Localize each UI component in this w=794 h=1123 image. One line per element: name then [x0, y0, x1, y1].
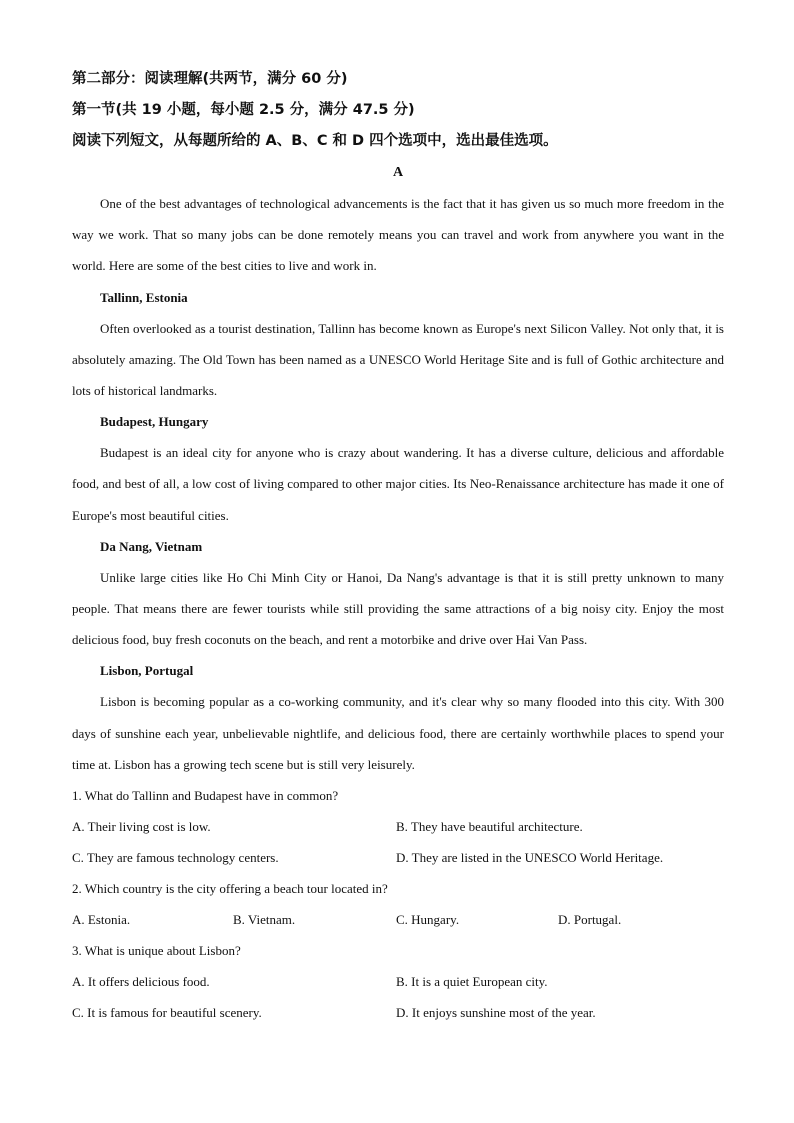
city-paragraph-tallinn: Often overlooked as a tourist destination, Tallinn has become known as Europe's next Silicon Valley. Not only that, it is absolutely amazing. The Old Town has been named as a UNESCO World Heritage Site and is full of Gothic architecture and lots of historical landmarks. [72, 320, 724, 399]
question-2-option-b: B. Vietnam. [233, 912, 296, 928]
question-3-option-c: C. It is famous for beautiful scenery. [72, 1005, 262, 1021]
exam-page [72, 64, 724, 1028]
question-1-stem: 1. What do Tallinn and Budapest have in common? [72, 788, 339, 804]
part-heading: 第二部分：阅读理解(共两节，满分 60 分) [72, 71, 348, 87]
city-heading-budapest: Budapest, Hungary [100, 414, 209, 430]
question-2-option-c: C. Hungary. [396, 912, 460, 928]
question-3-stem: 3. What is unique about Lisbon? [72, 943, 241, 959]
city-heading-da-nang: Da Nang, Vietnam [100, 538, 203, 554]
city-heading-tallinn: Tallinn, Estonia [100, 289, 188, 305]
question-3-option-a: A. It offers delicious food. [72, 974, 210, 990]
question-3-options-row-2 [72, 997, 724, 1028]
city-paragraph-da-nang: Unlike large cities like Ho Chi Minh City or Hanoi, Da Nang's advantage is that it is still pretty unknown to many people. That means there are fewer tourists while still providing the same attractions of a big noisy city. Enjoy the most delicious food, buy fresh coconuts on the beach, and rent a motorbike and drive over Hai Van Pass. [72, 569, 724, 648]
question-1-option-d: D. They are listed in the UNESCO World Heritage. [396, 850, 664, 866]
passage-label: A [392, 165, 404, 180]
question-3-option-d: D. It enjoys sunshine most of the year. [396, 1005, 596, 1021]
question-2-option-d: D. Portugal. [558, 912, 622, 928]
question-1-option-b: B. They have beautiful architecture. [396, 819, 583, 835]
city-heading-lisbon: Lisbon, Portugal [100, 663, 194, 679]
instruction-heading: 阅读下列短文，从每题所给的 A、B、C 和 D 四个选项中，选出最佳选项。 [72, 133, 558, 149]
section-heading: 第一节(共 19 小题，每小题 2.5 分，满分 47.5 分) [72, 102, 415, 118]
question-1-options-row-2 [72, 842, 724, 873]
question-3-options-row-1 [72, 966, 724, 997]
question-1-option-a: A. Their living cost is low. [72, 819, 211, 835]
question-2-stem: 2. Which country is the city offering a beach tour located in? [72, 881, 388, 897]
passage-intro: One of the best advantages of technological advancements is the fact that it has given us so much more freedom in the way we work. That so many jobs can be done remotely means you can travel and work from anywhere you want in the world. Here are some of the best cities to live and work in. [72, 196, 724, 274]
city-paragraph-lisbon: Lisbon is becoming popular as a co-working community, and it's clear why so many flooded into this city. With 300 days of sunshine each year, unbelievable nightlife, and delicious food, there are certainly worthwhile places to spend your time at. Lisbon has a growing tech scene but is still very leisurely. [72, 694, 724, 772]
question-2-option-a: A. Estonia. [72, 912, 131, 928]
question-3-option-b: B. It is a quiet European city. [396, 974, 548, 990]
question-1-option-c: C. They are famous technology centers. [72, 850, 279, 866]
question-1-options-row-1 [72, 811, 724, 842]
city-paragraph-budapest: Budapest is an ideal city for anyone who is crazy about wandering. It has a diverse culture, delicious and affordable food, and best of all, a low cost of living compared to other major cities. Its Neo-Renaissance architecture has made it one of Europe's most beautiful cities. [72, 445, 724, 523]
question-2-options-row [72, 904, 724, 935]
